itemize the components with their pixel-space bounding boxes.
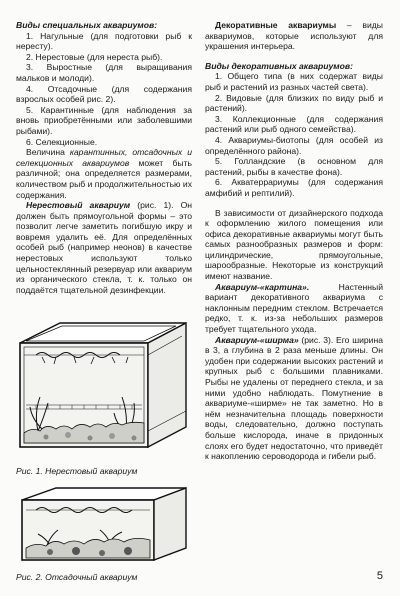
list-item: 4. Отсадочные (для содержания взрослых особей рис. 2). xyxy=(16,83,192,105)
heading-decorative-aquariums: Виды декоративных аквариумов: xyxy=(205,60,353,71)
decorative-paragraph: Декоративные аквариумы – виды аквариумов, которые используют для украшения интерьера. xyxy=(205,20,383,52)
list-item: 3. Коллекционные (для содержания растений или рыб одного семейства). xyxy=(205,113,383,135)
list-item: 3. Выростные (для выращивания мальков и молоди). xyxy=(16,62,192,83)
list-item: 2. Видовые (для близких по виду рыб и растений). xyxy=(205,92,383,114)
list-item: 5. Карантинные (для наблюдения за вновь приобретёнными или заболевшими рыбами). xyxy=(16,104,192,136)
list-item: 2. Нерестовые (для нереста рыб). xyxy=(26,51,163,62)
right-column xyxy=(205,20,383,462)
list-item: 5. Голландские (в основном для растений, рыбы в качестве фона). xyxy=(205,156,383,177)
picture-aquarium-paragraph: Аквариум-«картина». Настенный вариант декоративного аквариума с наклонным передним стеклом. Встречается редко, т. к. из-за небольших размеров требует тщательного ухода. xyxy=(205,281,383,335)
list-item: 1. Нагульные (для подготовки рыб к нересту). xyxy=(16,30,192,52)
list-item: 6. Акватеррариумы (для содержания амфибий и рептилий). xyxy=(205,177,383,198)
heading-special-aquariums: Виды специальных аквариумов: xyxy=(16,20,158,30)
design-paragraph: В зависимости от дизайнерского подхода к оформлению жилого помещения или офиса декоративные аквариумы могут быть самых разнообразных размеров и форм: цилиндрические, прямоугольные, шарообразные. Некоторые из конструкций имеют название. xyxy=(205,207,383,282)
page-number: 5 xyxy=(376,570,383,582)
figure-spawning-aquarium xyxy=(16,305,192,455)
list-item: 6. Селекционные. xyxy=(26,136,98,147)
figure-1-caption: Рис. 1. Нерестовый аквариум xyxy=(16,466,138,476)
left-column xyxy=(16,20,192,295)
screen-aquarium-paragraph: Аквариум-«ширма» (рис. 3). Его ширина в 3, а глубина в 2 раза меньше длины. Он удобен при содержании высоких растений и крупных рыб с большими плавниками. Рыбы не удалены от переднего стекла, и за ними удобно наблюдать. Помутнение в аквариуме-«ширме» не так заметно. Но в нём незначительна площадь поверхности воды, следовательно, должно поступать больше кислорода, иначе в придонных слоях его будет недостаточно, что приведёт к накоплению сероводорода и гибели рыб. xyxy=(205,334,383,462)
size-paragraph: Величина карантинных, отсадочных и селекционных аквариумов может быть различной; она определяется размерами, количеством рыб и продолжительностью их содержания. xyxy=(16,147,193,200)
list-item: 4. Аквариумы-биотопы (для особей из определённого района). xyxy=(205,134,383,156)
figure-2-caption: Рис. 2. Отсадочный аквариум xyxy=(16,572,138,582)
spawning-paragraph: Нерестовый аквариум (рис. 1). Он должен быть прямоугольной формы – это позволит легче заметить погибшую икру и вовремя удалить её. Для определённых особей рыб (например неонов) в качестве нерестовых используют только цельностеклянный резервуар или аквариум из органического стекла, т. к. только он поддаётся тщательной дезинфекции. xyxy=(16,200,192,295)
list-item: 1. Общего типа (в них содержат виды рыб и растений из разных частей света). xyxy=(205,71,383,92)
figure-isolation-aquarium xyxy=(16,482,192,566)
